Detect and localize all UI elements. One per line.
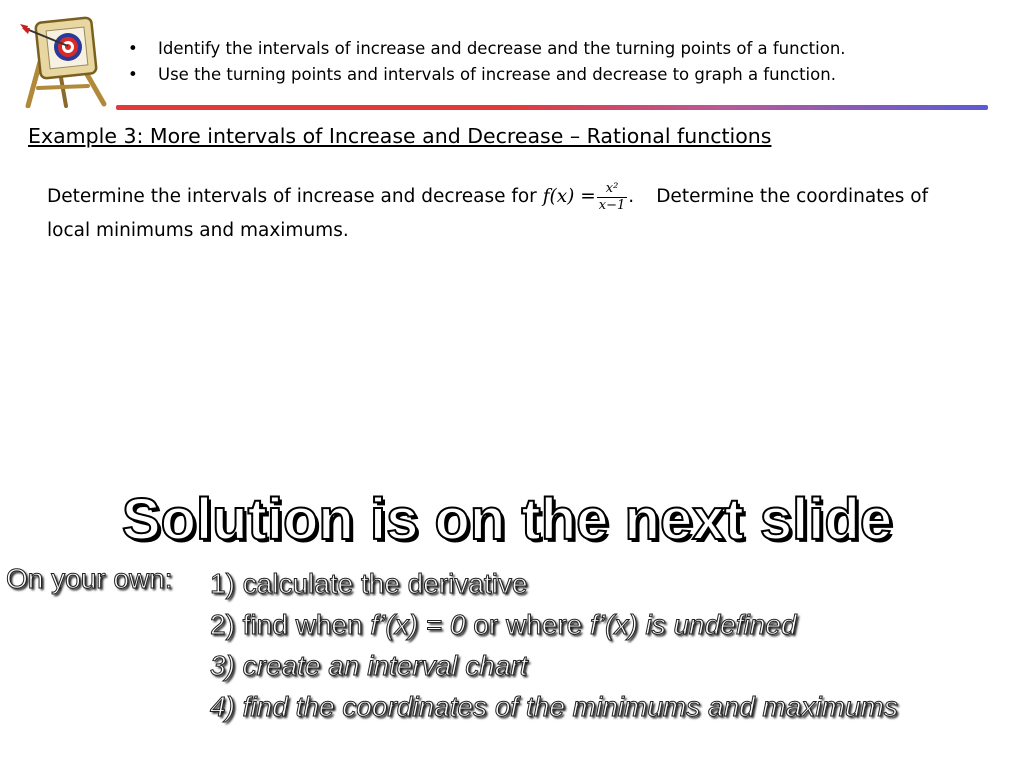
function-lhs: f(x) = (542, 186, 596, 207)
objective-text: Identify the intervals of increase and decrease and the turning points of a function. (158, 39, 846, 58)
step-item (210, 604, 898, 645)
steps-list (210, 563, 898, 727)
target-icon (18, 12, 118, 108)
problem-statement (47, 180, 947, 247)
bullet: • (128, 65, 138, 84)
step2-text-d: f’(x) is undefined (590, 609, 797, 640)
objectives-list (128, 36, 1008, 88)
objective-item (128, 36, 1008, 62)
fraction-numerator: x² (597, 181, 628, 198)
period: . (628, 186, 635, 207)
example-title: Example 3: More intervals of Increase and Decrease – Rational functions (28, 124, 772, 148)
objective-item (128, 62, 1008, 88)
target-easel-logo (18, 12, 118, 108)
step2-text-b: f’(x) = 0 (370, 609, 466, 640)
step-item: 3) create an interval chart (210, 650, 528, 681)
problem-text-2: Determine the coordinates of local minimums and maximums. (47, 186, 929, 241)
problem-text: Determine the intervals of increase and decrease for (47, 186, 537, 207)
fraction-denominator: x−1 (598, 197, 626, 213)
step-item: 1) calculate the derivative (210, 568, 528, 599)
objective-text: Use the turning points and intervals of increase and decrease to graph a function. (158, 65, 836, 84)
function-fraction (597, 181, 628, 214)
bullet: • (128, 39, 138, 58)
step2-text-c: or where (465, 609, 590, 640)
on-your-own-label: On your own: (6, 563, 173, 594)
step-item: 4) find the coordinates of the minimums and maximums (210, 691, 898, 722)
solution-banner: Solution is on the next slide (121, 487, 893, 552)
header-divider (116, 105, 988, 110)
step2-text-a: 2) find when (210, 609, 371, 640)
